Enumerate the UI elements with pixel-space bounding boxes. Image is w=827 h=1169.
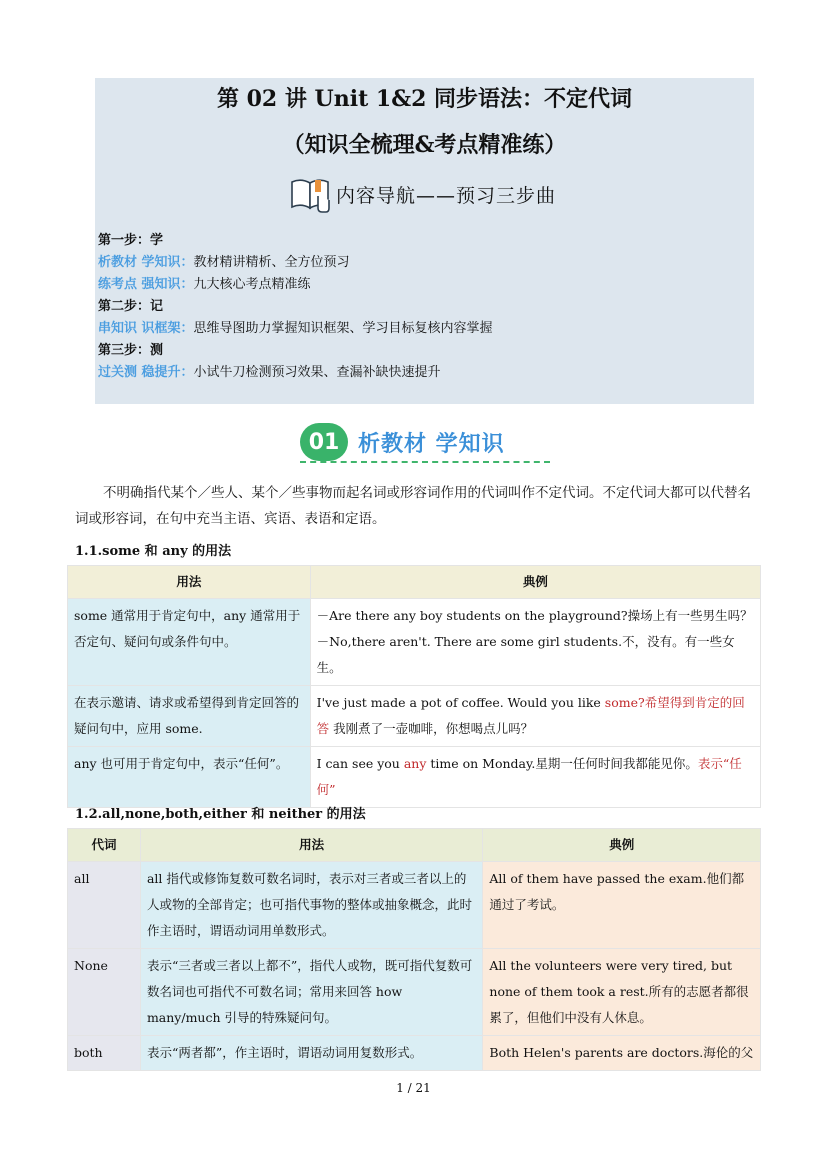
section-1-heading: 1.1.some 和 any 的用法 [75, 544, 232, 559]
col-header-usage: 用法 [140, 829, 482, 862]
table-row [68, 599, 761, 686]
table-row [68, 949, 761, 1036]
step-item: 串知识 识框架：思维导图助力掌握知识框架、学习目标复核内容掌握 [98, 321, 493, 336]
step-1-label: 第一步：学 [98, 233, 164, 248]
usage-cell: any 也可用于肯定句中，表示“任何”。 [68, 747, 311, 808]
nav-title: 内容导航——预习三步曲 [336, 184, 557, 207]
usage-cell: some 通常用于肯定句中，any 通常用于否定句、疑问句或条件句中。 [68, 599, 311, 686]
col-header-usage: 用法 [68, 566, 311, 599]
pronoun-cell: None [68, 949, 141, 1036]
step-3-label: 第三步：测 [98, 343, 164, 358]
usage-cell: 在表示邀请、请求或希望得到肯定回答的疑问句中，应用 some. [68, 686, 311, 747]
some-any-table [67, 565, 761, 808]
table-row [68, 1036, 761, 1071]
usage-cell: all 指代或修饰复数可数名词时，表示对三者或三者以上的人或物的全部肯定；也可指代事物的整体或抽象概念，此时作主语时，谓语动词用单数形式。 [140, 862, 482, 949]
section-title: 析教材 学知识 [358, 431, 505, 457]
example-cell: All of them have passed the exam.他们都通过了考试。 [483, 862, 761, 949]
table-row [68, 747, 761, 808]
banner-divider [300, 461, 550, 463]
content-nav [288, 174, 556, 214]
page-title: 第 02 讲 Unit 1&2 同步语法：不定代词 [216, 86, 633, 112]
page-subtitle: （知识全梳理&考点精准练） [282, 132, 567, 158]
pronoun-cell: all [68, 862, 141, 949]
example-cell: －Are there any boy students on the playground?操场上有一些男生吗？ －No,there aren't. There are some girl students.不，没有。有一些女生。 [310, 599, 760, 686]
step-2-label: 第二步：记 [98, 299, 164, 314]
example-cell: Both Helen's parents are doctors.海伦的父 [483, 1036, 761, 1071]
pronoun-table [67, 828, 761, 1071]
example-cell: I can see you any time on Monday.星期一任何时间我都能见你。表示“任何” [310, 747, 760, 808]
table-row [68, 862, 761, 949]
example-cell: I've just made a pot of coffee. Would you like some?希望得到肯定的回答 我刚煮了一壶咖啡，你想喝点儿吗？ [310, 686, 760, 747]
col-header-pronoun: 代词 [68, 829, 141, 862]
page-number: 1 / 21 [396, 1081, 431, 1095]
section-banner [300, 418, 505, 466]
step-item: 析教材 学知识：教材精讲精析、全方位预习 [98, 255, 350, 270]
section-2-heading: 1.2.all,none,both,either 和 neither 的用法 [75, 807, 366, 822]
section-number: 01 [300, 423, 348, 461]
step-item: 练考点 强知识：九大核心考点精准练 [98, 277, 311, 292]
step-item: 过关测 稳提升：小试牛刀检测预习效果、查漏补缺快速提升 [98, 365, 441, 380]
usage-cell: 表示“两者都”，作主语时，谓语动词用复数形式。 [140, 1036, 482, 1071]
col-header-example: 典例 [483, 829, 761, 862]
col-header-example: 典例 [310, 566, 760, 599]
book-hand-icon [288, 174, 334, 214]
table-row [68, 686, 761, 747]
example-cell: All the volunteers were very tired, but none of them took a rest.所有的志愿者都很累了，但他们中没有人休息。 [483, 949, 761, 1036]
pronoun-cell: both [68, 1036, 141, 1071]
steps-list [98, 230, 493, 384]
intro-paragraph: 不明确指代某个／些人、某个／些事物而起名词或形容词作用的代词叫作不定代词。不定代词大都可以代替名词或形容词，在句中充当主语、宾语、表语和定语。 [75, 485, 751, 527]
usage-cell: 表示“三者或三者以上都不”，指代人或物，既可指代复数可数名词也可指代不可数名词；常用来回答 how many/much 引导的特殊疑问句。 [140, 949, 482, 1036]
